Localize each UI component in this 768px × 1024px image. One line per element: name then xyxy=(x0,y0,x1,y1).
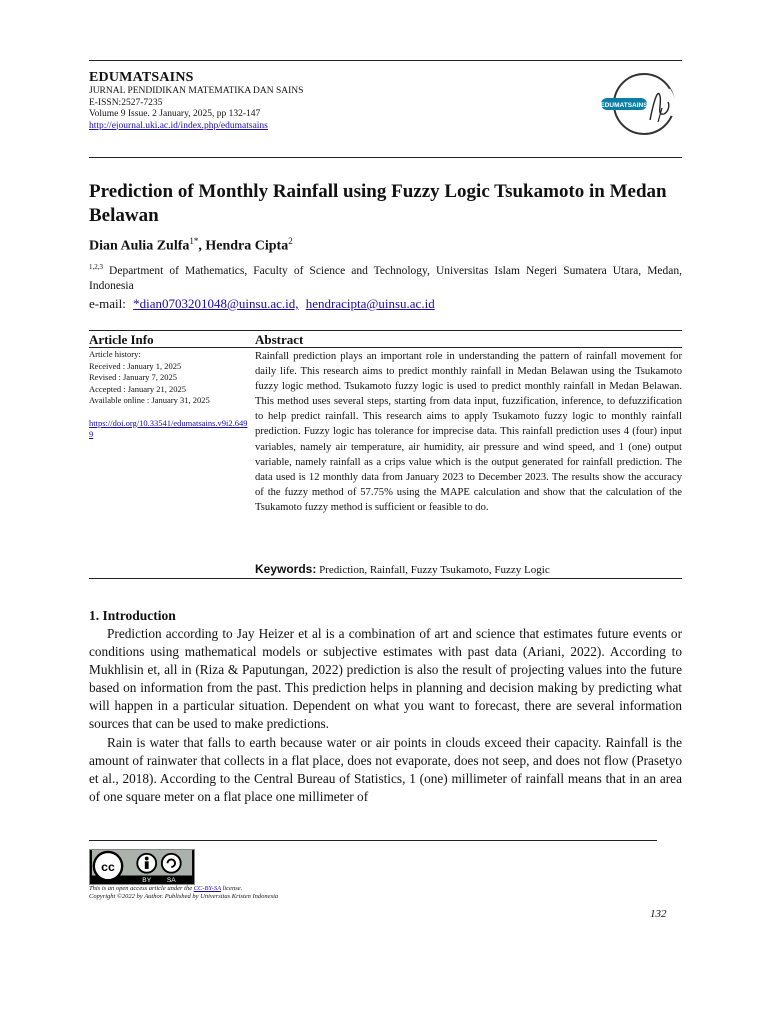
journal-volume: Volume 9 Issue. 2 January, 2025, pp 132-147 xyxy=(89,109,261,119)
accepted-date: Accepted : January 21, 2025 xyxy=(89,383,187,394)
sa-label: SA xyxy=(166,877,176,885)
abstract-heading: Abstract xyxy=(255,332,304,347)
by-label: BY xyxy=(142,877,152,885)
copyright-note: Copyright ©2022 by Author. Published by Universitas Kristen Indonesia xyxy=(89,893,279,900)
revised-date: Revised : January 7, 2025 xyxy=(89,372,178,382)
online-date: Available online : January 31, 2025 xyxy=(89,395,210,405)
article-info-heading: Article Info xyxy=(89,332,154,347)
license-suffix: license. xyxy=(220,885,243,892)
keywords-line xyxy=(255,562,550,576)
author-list xyxy=(89,236,293,255)
journal-name: EDUMATSAINS xyxy=(89,70,194,85)
journal-issn: E-ISSN:2527-7235 xyxy=(89,97,163,108)
journal-url-link[interactable]: http://ejournal.uki.ac.id/index.php/edumatsains xyxy=(89,120,268,131)
author-name: Dian Aulia Zulfa xyxy=(89,238,190,254)
footer-rule xyxy=(89,840,657,841)
email-link[interactable]: hendracipta@uinsu.ac.id xyxy=(305,296,435,311)
section-heading: 1. Introduction xyxy=(89,608,176,623)
paper-title: Prediction of Monthly Rainfall using Fuzzy Logic Tsukamoto in Medan Belawan xyxy=(89,181,667,226)
article-history xyxy=(89,349,249,441)
keywords-label: Keywords: xyxy=(255,562,317,576)
author-separator: , xyxy=(198,238,206,254)
cc-by-sa-badge[interactable] xyxy=(89,849,195,885)
email-line xyxy=(89,296,435,312)
history-label: Article history: xyxy=(89,349,141,359)
author-affil-mark: 1* xyxy=(189,236,199,246)
journal-subtitle: JURNAL PENDIDIKAN MATEMATIKA DAN SAINS xyxy=(89,86,304,96)
email-link[interactable]: *dian0703201048@uinsu.ac.id, xyxy=(133,296,299,311)
logo-text: EDUMATSAINS xyxy=(600,102,648,109)
journal-logo xyxy=(598,70,690,138)
author-affil-mark: 2 xyxy=(288,236,293,246)
author-name: Hendra Cipta xyxy=(205,238,289,254)
received-date: Received : January 1, 2025 xyxy=(89,360,182,371)
page-number: 132 xyxy=(650,908,667,920)
info-head-rule xyxy=(89,347,682,348)
affiliation-text: Department of Mathematics, Faculty of Science and Technology, Universitas Islam Negeri Sumatera Utara, Medan, Indonesia xyxy=(89,264,682,292)
email-label: e-mail: xyxy=(89,296,126,311)
header-bottom-rule xyxy=(89,157,682,158)
journal-header xyxy=(89,70,509,132)
abstract-text: Rainfall prediction plays an important role in understanding the pattern of rainfall movement for daily life. This research aims to predict monthly rainfall in Medan Belawan using the Tsukamoto fuzzy logic method. Tsukamoto fuzzy logic is used to predict monthly rainfall in Medan Belawan. This method uses several steps, starting from data input, fuzzification, inference, to defuzzification to help predict rainfall. This research aims to apply Tsukamoto fuzzy logic to monthly rainfall prediction. Fuzzy logic has tolerance for imprecise data. This rainfall prediction uses 4 (four) input variables, namely air temperature, air humidity, air pressure and wind speed, and 1 (one) output variable, namely rainfall as a crips value which is the output generated for rainfall prediction. The data used is 12 monthly data from January 2023 to December 2023. The results show the accuracy of the fuzzy method of 57.75% using the MAPE calculation and show that the calculation of the Tsukamoto fuzzy method is sufficient or feasible to do. xyxy=(255,351,682,513)
license-note xyxy=(89,885,278,901)
keywords-text: Prediction, Rainfall, Fuzzy Tsukamoto, Fuzzy Logic xyxy=(316,564,550,576)
license-prefix: This is an open access article under the xyxy=(89,885,194,892)
paragraph: Prediction according to Jay Heizer et al is a combination of art and science that estimates future events or conditions using mathematical models or subjective estimates with past data (Ariani, 2022). According to Mukhlisin et, all in (Riza & Paputungan, 2022) prediction is also the result of projecting values into the future based on information from the past. This prediction helps in planning and decision making by predicting what will happen in a particular situation. Dependent on what you want to forecast, there are several information sources that can be used to make predictions. xyxy=(89,626,682,732)
info-top-rule xyxy=(89,330,682,331)
affiliation xyxy=(89,260,682,294)
abstract-bottom-rule xyxy=(89,578,682,579)
header-top-rule xyxy=(89,60,682,61)
affiliation-mark: 1,2,3 xyxy=(89,263,103,271)
license-link[interactable]: CC-BY-SA xyxy=(193,885,221,892)
doi-link[interactable]: https://doi.org/10.33541/edumatsains.v9i2.6499 xyxy=(89,417,248,439)
intro-body xyxy=(89,625,682,806)
paragraph: Rain is water that falls to earth because water or air points in clouds exceed their capacity. Rainfall is the amount of rainwater that collects in a flat place, does not evaporate, does not seep, and does not flow (Prasetyo et al., 2018). According to the Central Bureau of Statistics, 1 (one) millimeter of rainfall means that in an area of one square meter on a flat place one millimeter of xyxy=(89,734,682,804)
cc-icon: cc xyxy=(101,859,115,874)
